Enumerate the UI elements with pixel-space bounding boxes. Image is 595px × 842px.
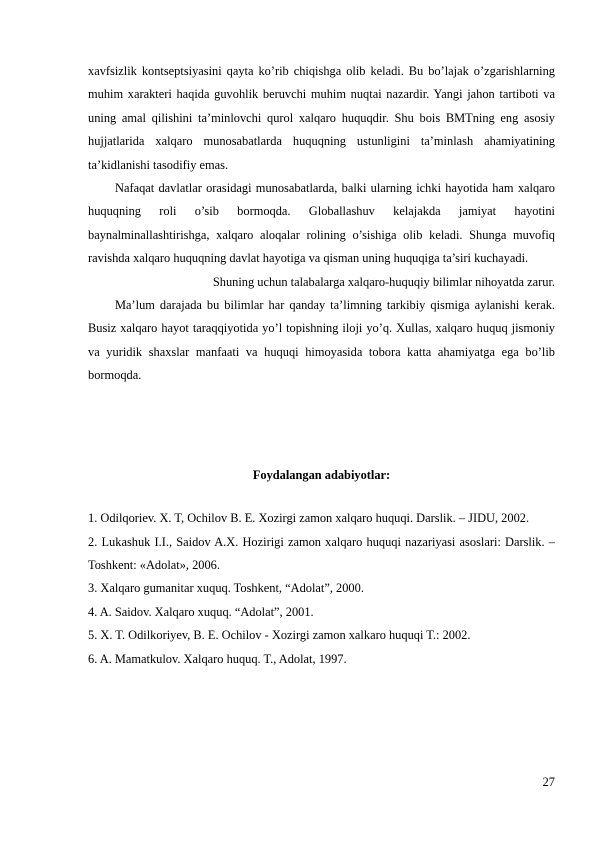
page-number: 27: [542, 775, 555, 789]
body-paragraph: xavfsizlik kontseptsiyasini qayta ko’rib chiqishga olib keladi. Bu bo’lajak o’zgarishlarning muhim xarakteri haqida guvohlik beruvchi muhim nuqtai nazardir. Yangi jahon tartiboti va uning amal qilishini ta’minlovchi qurol xalqaro huquqdir. Shu bois BMTning eng asosiy hujjatlarida xalqaro munosabatlarda huquqning ustunligini ta’minlash ahamiyatining ta’kidlanishi tasodifiy emas.: [88, 64, 555, 172]
document-page: [88, 60, 555, 671]
reference-item: 3. Xalqaro gumanitar xuquq. Toshkent, “Adolat”, 2000.: [88, 581, 364, 596]
reference-item: 2. Lukashuk I.I., Saidov A.X. Hozirigi zamon xalqaro huquqi nazariyasi asoslari: Darslik. – Toshkent: «Adolat», 2006.: [88, 534, 555, 572]
reference-item: 6. A. Mamatkulov. Xalqaro huquq. T., Adolat, 1997.: [88, 651, 347, 666]
body-paragraph: Nafaqat davlatlar orasidagi munosabatlarda, balki ularning ichki hayotida ham xalqaro huquqning roli o’sib bormoqda. Globallashuv kelajakda jamiyat hayotini baynalminallashtirishga, xalqaro aloqalar rolining o’sishiga olib keladi. Shunga muvofiq ravishda xalqaro huquqning davlat hayotiga va qisman uning huquqiga ta’siri kuchayadi.: [88, 181, 555, 266]
reference-item: 5. X. T. Odilkoriyev, B. E. Ochilov - Xozirgi zamon xalkaro huquqi T.: 2002.: [88, 628, 471, 643]
body-paragraph: Shuning uchun talabalarga xalqaro-huquqiy bilimlar nihoyatda zarur.: [212, 274, 555, 289]
references-title: Foydalangan adabiyotlar:: [252, 467, 391, 482]
references-list: [88, 507, 555, 671]
reference-item: 4. A. Saidov. Xalqaro xuquq. “Adolat”, 2001.: [88, 604, 314, 619]
body-paragraph: Ma’lum darajada bu bilimlar har qanday ta’limning tarkibiy qismiga aylanishi kerak. Busiz xalqaro hayot taraqqiyotida yo’l topishning iloji yo’q. Xullas, xalqaro huquq jismoniy va yuridik shaxslar manfaati va huquqi himoyasida tobora katta ahamiyatga ega bo’lib bormoqda.: [88, 298, 555, 383]
reference-item: 1. Odilqoriev. X. T, Ochilov B. E. Xozirgi zamon xalqaro huquqi. Darslik. – JIDU, 2002.: [88, 511, 530, 526]
